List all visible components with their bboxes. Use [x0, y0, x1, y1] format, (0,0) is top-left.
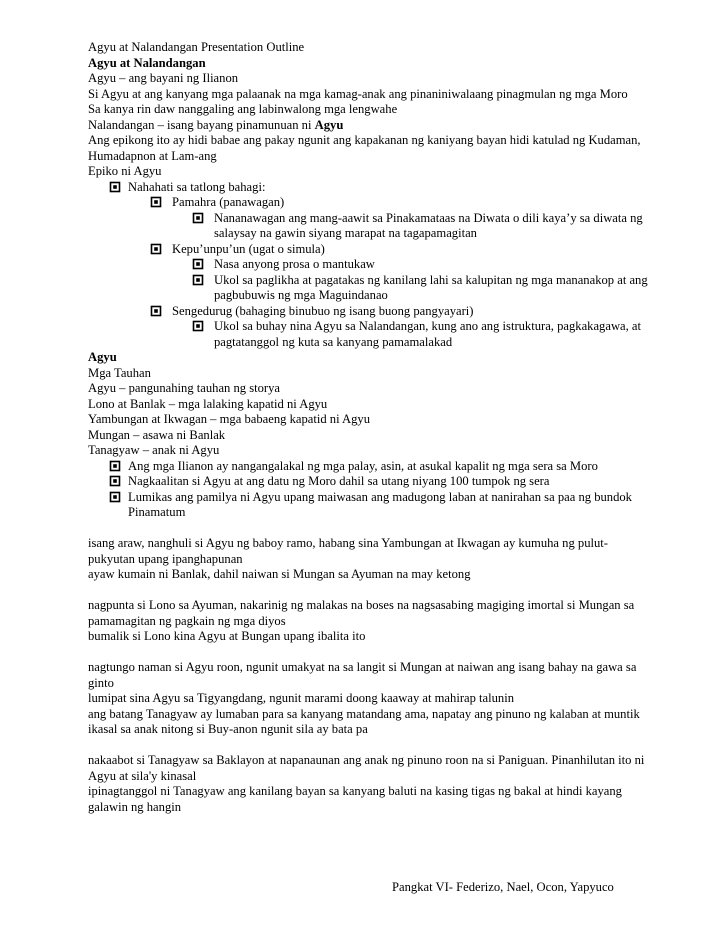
- paragraph-gap: [88, 645, 648, 661]
- bullet-item: [88, 474, 648, 490]
- text-line: Tanagyaw – anak ni Agyu: [88, 443, 220, 457]
- text-line: Mungan – asawa ni Banlak: [88, 427, 226, 442]
- outline-text: Pamahra (panawagan): [172, 195, 285, 209]
- hollow-square-bullet-icon: [150, 243, 162, 255]
- text-line: Lono at Banlak – mga lalaking kapatid ni Agyu: [88, 396, 328, 411]
- document-title: Agyu at Nalandangan Presentation Outline: [88, 40, 305, 54]
- hollow-square-bullet-icon: [192, 320, 204, 332]
- outline-text: Nahahati sa tatlong bahagi:: [128, 179, 266, 194]
- section-heading-agyu-at-nalandangan: Agyu at Nalandangan: [88, 55, 206, 70]
- outline-item-level3: [88, 319, 648, 350]
- bullet-item: [88, 490, 648, 521]
- text-line: Agyu – ang bayani ng Ilianon: [88, 71, 239, 85]
- hollow-square-bullet-icon: [150, 305, 162, 317]
- paragraph-gap: [88, 521, 648, 537]
- outline-text: Nananawagan ang mang-aawit sa Pinakamataas na Diwata o dili kaya’y sa diwata ng salaysay na gawin siyang marapat na tagapamagitan: [214, 210, 643, 240]
- paragraph-line: lumipat sina Agyu sa Tigyangdang, ngunit marami doong kaaway at mahirap talunin: [88, 691, 515, 705]
- outline-item-level3: [88, 211, 648, 242]
- paragraph-line: ipinagtanggol ni Tanagyaw ang kanilang bayan sa kanyang baluti na kasing tigas ng bakal at hindi kayang galawin ng hangin: [88, 784, 622, 814]
- text-line: Epiko ni Agyu: [88, 164, 162, 178]
- paragraph-line: nagtungo naman si Agyu roon, ngunit umakyat na sa langit si Mungan at naiwan ang isang bahay na gawa sa ginto: [88, 660, 637, 690]
- paragraph-gap: [88, 583, 648, 599]
- hollow-square-bullet-icon: [192, 274, 204, 286]
- paragraph-line: ayaw kumain ni Banlak, dahil naiwan si Mungan sa Ayuman na may ketong: [88, 567, 471, 581]
- bullet-text: Nagkaalitan si Agyu at ang datu ng Moro dahil sa utang niyang 100 tumpok ng sera: [128, 474, 550, 488]
- paragraph-line: ang batang Tanagyaw ay lumaban para sa kanyang matandang ama, napatay ang pinuno ng kalaban at muntik ikasal sa anak nitong si Buy-anon ngunit sila ay bata pa: [88, 706, 640, 736]
- paragraph-gap: [88, 738, 648, 754]
- agyu-bold: Agyu: [314, 117, 344, 132]
- paragraph-line: nagpunta si Lono sa Ayuman, nakarinig ng malakas na boses na nagsasabing magiging imortal si Mungan sa pamamagitan ng pagkain ng mga diyos: [88, 598, 635, 628]
- outline-item-pamahra: [88, 195, 648, 211]
- text-line: Agyu – pangunahing tauhan ng storya: [88, 381, 281, 395]
- text-line: Ang epikong ito ay hidi babae ang pakay ngunit ang kapakanan ng kaniyang bayan hidi katulad ng Kudaman, Humadapnon at Lam-ang: [88, 133, 641, 163]
- text-line: Mga Tauhan: [88, 365, 151, 380]
- paragraph-line: isang araw, nanghuli si Agyu ng baboy ramo, habang sina Yambungan at Ikwagan ay kumuha ng pulut-pukyutan upang ipanghapunan: [88, 536, 608, 566]
- text-line: Yambungan at Ikwagan – mga babaeng kapatid ni Agyu: [88, 412, 371, 426]
- nalandangan-line: [88, 118, 648, 134]
- outline-text: Kepu’unpu’un (ugat o simula): [172, 241, 325, 256]
- outline-item-level3: [88, 257, 648, 273]
- text-line: Si Agyu at ang kanyang mga palaanak na mga kamag-anak ang pinaniniwalaang pinagmulan ng mga Moro: [88, 86, 628, 101]
- hollow-square-bullet-icon: [109, 475, 121, 487]
- paragraph-line: bumalik si Lono kina Agyu at Bungan upang ibalita ito: [88, 629, 366, 643]
- outline-text: Ukol sa buhay nina Agyu sa Nalandangan, kung ano ang istruktura, pagkakagawa, at pagtatanggol ng kuta sa kanyang pamamalakad: [214, 319, 642, 349]
- section-heading-agyu: Agyu: [88, 350, 117, 364]
- text-line: Sa kanya rin daw nanggaling ang labinwalong mga lengwahe: [88, 102, 398, 116]
- hollow-square-bullet-icon: [109, 181, 121, 193]
- hollow-square-bullet-icon: [109, 491, 121, 503]
- outline-item-level1: [88, 180, 648, 196]
- hollow-square-bullet-icon: [192, 212, 204, 224]
- bullet-item: [88, 459, 648, 475]
- nalandangan-text: Nalandangan – isang bayang pinamunuan ni: [88, 117, 315, 132]
- outline-item-sengedurug: [88, 304, 648, 320]
- document-page: [88, 40, 648, 815]
- outline-item-kepu: [88, 242, 648, 258]
- outline-text: Nasa anyong prosa o mantukaw: [214, 257, 375, 271]
- hollow-square-bullet-icon: [192, 258, 204, 270]
- outline-text: Ukol sa paglikha at pagatakas ng kanilang lahi sa kalupitan ng mga mananakop at ang pagbubuwis ng mga Maguindanao: [214, 272, 648, 302]
- footer-authors: Pangkat VI- Federizo, Nael, Ocon, Yapyuco: [392, 880, 614, 894]
- outline-text: Sengedurug (bahaging binubuo ng isang buong pangyayari): [172, 303, 474, 318]
- bullet-text: Lumikas ang pamilya ni Agyu upang maiwasan ang madugong laban at nanirahan sa paa ng bundok Pinamatum: [128, 489, 632, 519]
- bullet-text: Ang mga Ilianon ay nangangalakal ng mga palay, asin, at asukal kapalit ng mga sera sa Moro: [128, 458, 598, 473]
- hollow-square-bullet-icon: [150, 196, 162, 208]
- outline-item-level3: [88, 273, 648, 304]
- hollow-square-bullet-icon: [109, 460, 121, 472]
- paragraph-line: nakaabot si Tanagyaw sa Baklayon at napanaunan ang anak ng pinuno roon na si Paniguan. Pinanhilutan ito ni Agyu at sila'y kinasal: [88, 753, 645, 783]
